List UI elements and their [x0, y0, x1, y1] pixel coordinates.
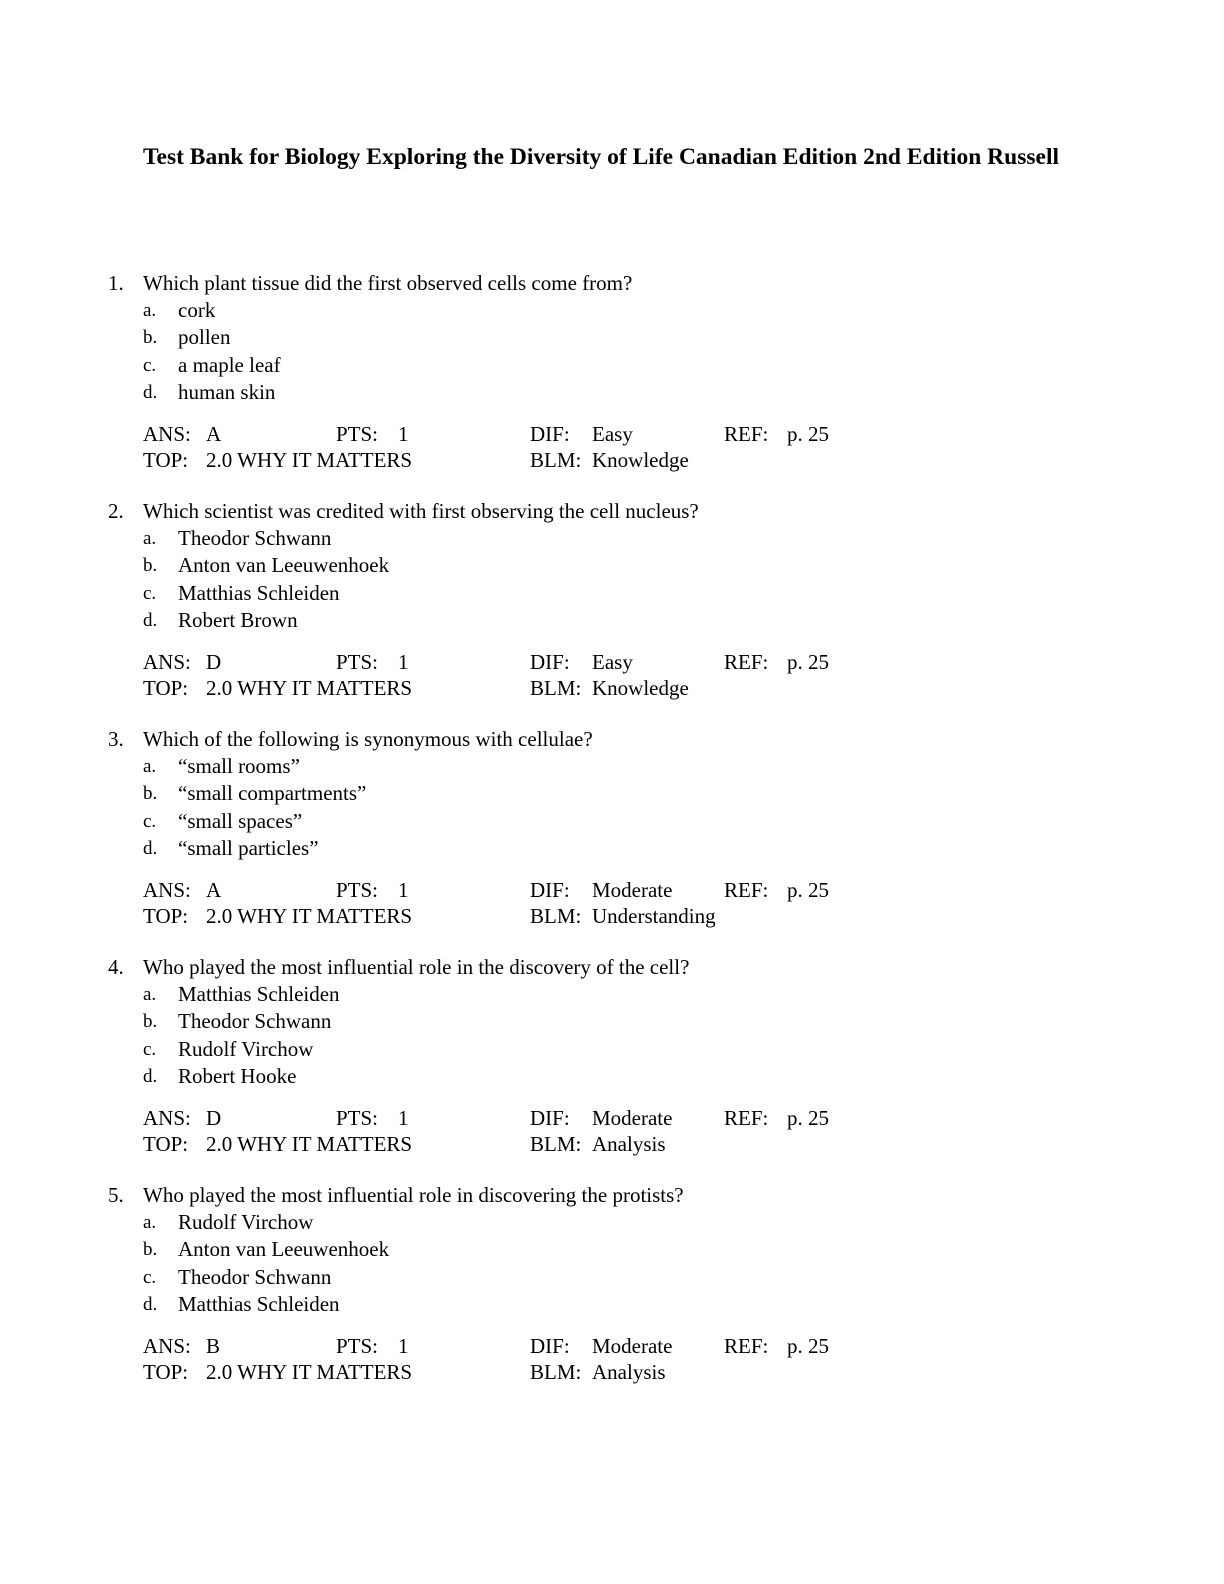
- option-text: Robert Brown: [178, 608, 298, 632]
- blooms-value: Analysis: [592, 1360, 666, 1384]
- option-text: human skin: [178, 380, 276, 404]
- reference-value: p. 25: [787, 422, 829, 446]
- option-letter: d.: [143, 1066, 158, 1087]
- option-letter: a.: [143, 983, 157, 1005]
- option-letter: d.: [143, 610, 158, 631]
- blooms-label: BLM:: [530, 904, 582, 928]
- option-letter: b.: [143, 327, 158, 348]
- topic-label: TOP:: [143, 904, 189, 928]
- topic-meta-row: [0, 447, 900, 473]
- topic-meta-row: [0, 1131, 900, 1157]
- option-text: pollen: [178, 325, 231, 349]
- reference-label: REF:: [724, 878, 769, 902]
- option-text: “small rooms”: [178, 753, 300, 778]
- answer-value: D: [206, 1106, 222, 1130]
- topic-meta-row: [0, 675, 900, 701]
- reference-value: p. 25: [787, 878, 829, 902]
- answer-option: [0, 1264, 900, 1292]
- difficulty-label: DIF:: [530, 1334, 570, 1358]
- blooms-label: BLM:: [530, 676, 582, 700]
- document-title: Test Bank for Biology Exploring the Diversity of Life Canadian Edition 2nd Edition Russell: [143, 144, 1060, 170]
- option-letter: a.: [143, 299, 157, 321]
- answer-option: [0, 607, 900, 635]
- difficulty-label: DIF:: [530, 422, 570, 446]
- answer-option: [0, 1209, 900, 1237]
- answer-label: ANS:: [143, 878, 191, 902]
- answer-option: [0, 753, 900, 781]
- topic-label: TOP:: [143, 1360, 189, 1384]
- answer-option: [0, 352, 900, 380]
- question-text: Which scientist was credited with first observing the cell nucleus?: [143, 499, 699, 523]
- difficulty-value: Easy: [592, 422, 633, 446]
- option-text: “small spaces”: [178, 808, 303, 833]
- question-number: 5.: [108, 1183, 124, 1207]
- option-letter: a.: [143, 527, 157, 549]
- option-letter: c.: [143, 1038, 157, 1060]
- option-letter: d.: [143, 382, 158, 403]
- option-letter: c.: [143, 810, 157, 832]
- answer-option: [0, 1063, 900, 1091]
- answer-option: [0, 525, 900, 553]
- question-text: Which plant tissue did the first observed cells come from?: [143, 271, 633, 295]
- blooms-label: BLM:: [530, 1360, 582, 1384]
- answer-option: [0, 580, 900, 608]
- answer-meta-row: [0, 649, 900, 675]
- topic-meta-row: [0, 1359, 900, 1385]
- answer-option: [0, 1291, 900, 1319]
- option-letter: c.: [143, 354, 157, 376]
- difficulty-label: DIF:: [530, 1106, 570, 1130]
- difficulty-value: Moderate: [592, 1106, 673, 1130]
- option-text: Matthias Schleiden: [178, 981, 340, 1006]
- blooms-value: Understanding: [592, 904, 716, 928]
- blooms-value: Knowledge: [592, 676, 689, 700]
- answer-option: [0, 297, 900, 325]
- option-text: “small compartments”: [178, 781, 367, 805]
- difficulty-value: Moderate: [592, 1334, 673, 1358]
- question-number: 1.: [108, 271, 124, 295]
- topic-value: 2.0 WHY IT MATTERS: [206, 1360, 413, 1384]
- option-text: cork: [178, 297, 216, 322]
- answer-value: A: [206, 422, 222, 446]
- answer-option: [0, 1008, 900, 1036]
- answer-value: A: [206, 878, 222, 902]
- answer-label: ANS:: [143, 422, 191, 446]
- points-label: PTS:: [336, 1106, 379, 1130]
- answer-option: [0, 552, 900, 580]
- topic-value: 2.0 WHY IT MATTERS: [206, 448, 413, 472]
- answer-meta-row: [0, 1333, 900, 1359]
- question-text: Which of the following is synonymous with cellulae?: [143, 727, 593, 751]
- answer-label: ANS:: [143, 1106, 191, 1130]
- answer-option: [0, 1036, 900, 1064]
- answer-option: [0, 379, 900, 407]
- reference-label: REF:: [724, 650, 769, 674]
- difficulty-label: DIF:: [530, 650, 570, 674]
- option-text: Theodor Schwann: [178, 1264, 332, 1289]
- option-letter: d.: [143, 838, 158, 859]
- answer-meta-row: [0, 421, 900, 447]
- answer-option: [0, 1236, 900, 1264]
- answer-meta-row: [0, 877, 900, 903]
- points-value: 1: [398, 1334, 409, 1358]
- answer-option: [0, 981, 900, 1009]
- option-text: Anton van Leeuwenhoek: [178, 553, 390, 577]
- answer-label: ANS:: [143, 650, 191, 674]
- option-text: Matthias Schleiden: [178, 1292, 340, 1316]
- answer-option: [0, 808, 900, 836]
- option-letter: a.: [143, 755, 157, 777]
- difficulty-value: Easy: [592, 650, 633, 674]
- option-letter: b.: [143, 783, 158, 804]
- option-text: “small particles”: [178, 836, 319, 860]
- question-number: 3.: [108, 727, 124, 751]
- reference-label: REF:: [724, 422, 769, 446]
- blooms-label: BLM:: [530, 448, 582, 472]
- option-text: a maple leaf: [178, 352, 281, 377]
- points-value: 1: [398, 422, 409, 446]
- reference-label: REF:: [724, 1106, 769, 1130]
- answer-label: ANS:: [143, 1334, 191, 1358]
- option-letter: a.: [143, 1211, 157, 1233]
- answer-meta-row: [0, 1105, 900, 1131]
- question-number: 4.: [108, 955, 124, 979]
- option-letter: c.: [143, 1266, 157, 1288]
- topic-value: 2.0 WHY IT MATTERS: [206, 1132, 413, 1156]
- option-text: Theodor Schwann: [178, 525, 332, 550]
- points-value: 1: [398, 878, 409, 902]
- option-text: Matthias Schleiden: [178, 580, 340, 605]
- option-text: Rudolf Virchow: [178, 1036, 314, 1061]
- topic-value: 2.0 WHY IT MATTERS: [206, 904, 413, 928]
- topic-label: TOP:: [143, 676, 189, 700]
- reference-value: p. 25: [787, 650, 829, 674]
- points-value: 1: [398, 650, 409, 674]
- answer-value: D: [206, 650, 222, 674]
- reference-label: REF:: [724, 1334, 769, 1358]
- answer-option: [0, 324, 900, 352]
- topic-label: TOP:: [143, 1132, 189, 1156]
- question-number: 2.: [108, 499, 124, 523]
- blooms-label: BLM:: [530, 1132, 582, 1156]
- option-text: Theodor Schwann: [178, 1009, 332, 1033]
- answer-value: B: [206, 1334, 221, 1358]
- blooms-value: Knowledge: [592, 448, 689, 472]
- answer-option: [0, 780, 900, 808]
- points-label: PTS:: [336, 422, 379, 446]
- answer-option: [0, 835, 900, 863]
- points-value: 1: [398, 1106, 409, 1130]
- topic-meta-row: [0, 903, 900, 929]
- option-text: Rudolf Virchow: [178, 1209, 314, 1234]
- option-letter: d.: [143, 1294, 158, 1315]
- option-letter: b.: [143, 555, 158, 576]
- option-letter: c.: [143, 582, 157, 604]
- difficulty-label: DIF:: [530, 878, 570, 902]
- option-letter: b.: [143, 1239, 158, 1260]
- reference-value: p. 25: [787, 1334, 829, 1358]
- topic-label: TOP:: [143, 448, 189, 472]
- points-label: PTS:: [336, 650, 379, 674]
- option-text: Anton van Leeuwenhoek: [178, 1237, 390, 1261]
- points-label: PTS:: [336, 1334, 379, 1358]
- points-label: PTS:: [336, 878, 379, 902]
- option-letter: b.: [143, 1011, 158, 1032]
- blooms-value: Analysis: [592, 1132, 666, 1156]
- reference-value: p. 25: [787, 1106, 829, 1130]
- topic-value: 2.0 WHY IT MATTERS: [206, 676, 413, 700]
- option-text: Robert Hooke: [178, 1064, 297, 1088]
- question-text: Who played the most influential role in the discovery of the cell?: [143, 955, 690, 979]
- question-text: Who played the most influential role in discovering the protists?: [143, 1183, 684, 1207]
- difficulty-value: Moderate: [592, 878, 673, 902]
